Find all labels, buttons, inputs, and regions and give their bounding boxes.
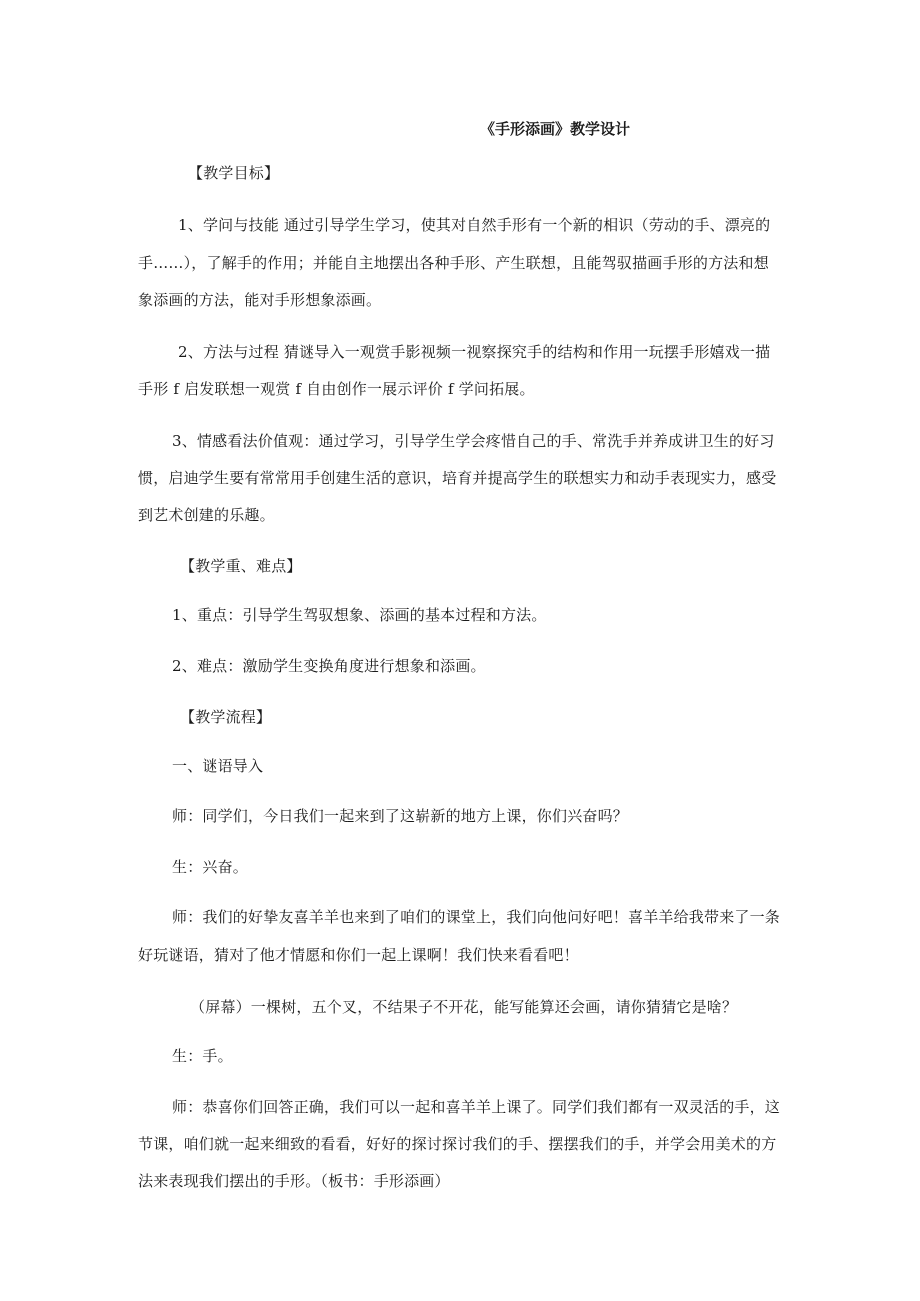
objective2-line1: 2、方法与过程 猜谜导入一观赏手影视频一视察探究手的结构和作用一玩摆手形嬉戏一描 xyxy=(178,343,771,361)
dialogue-teacher-2-line1: 师：我们的好挚友喜羊羊也来到了咱们的课堂上，我们向他问好吧！喜羊羊给我带来了一条 xyxy=(172,908,781,926)
objective3-line2: 惯，启迪学生要有常常用手创建生活的意识，培育并提高学生的联想实力和动手表现实力，感受 xyxy=(138,469,777,487)
dialogue-teacher-2-line2: 好玩谜语，猜对了他才情愿和你们一起上课啊！我们快来看看吧！ xyxy=(138,946,579,964)
dialogue-student-2: 生：手。 xyxy=(172,1047,233,1065)
dialogue-teacher-3-line1: 师：恭喜你们回答正确，我们可以一起和喜羊羊上课了。同学们我们都有一双灵活的手，这 xyxy=(172,1098,781,1116)
dialogue-student-1: 生：兴奋。 xyxy=(172,858,249,876)
objective1-line1: 1、学问与技能 通过引导学生学习，使其对自然手形有一个新的相识（劳动的手、漂亮的 xyxy=(178,216,771,234)
objective3-line3: 到艺术创建的乐趣。 xyxy=(138,506,275,524)
objective2-line2: 手形 f 启发联想一观赏 f 自由创作一展示评价 f 学问拓展。 xyxy=(138,380,535,398)
document-title: 《手形添画》教学设计 xyxy=(480,120,631,138)
keypoint2: 2、难点：激励学生变换角度进行想象和添画。 xyxy=(172,657,486,675)
keypoint1: 1、重点：引导学生驾驭想象、添画的基本过程和方法。 xyxy=(172,606,547,624)
keypoints-heading: 【教学重、难点】 xyxy=(180,557,302,575)
riddle-screen: （屏幕）一棵树，五个叉，不结果子不开花，能写能算还会画，请你猜猜它是啥？ xyxy=(190,998,738,1016)
objective1-line2: 手……），了解手的作用；并能自主地摆出各种手形、产生联想，且能驾驭描画手形的方法和想 xyxy=(138,254,769,272)
dialogue-teacher-3-line3: 法来表现我们摆出的手形。（板书：手形添画） xyxy=(138,1172,450,1190)
dialogue-teacher-1: 师：同学们，今日我们一起来到了这崭新的地方上课，你们兴奋吗？ xyxy=(172,807,629,825)
objective1-line3: 象添画的方法，能对手形想象添画。 xyxy=(138,291,382,309)
dialogue-teacher-3-line2: 节课，咱们就一起来细致的看看，好好的探讨探讨我们的手、摆摆我们的手，并学会用美术的方 xyxy=(138,1135,777,1153)
objective3-line1: 3、情感看法价值观：通过学习，引导学生学会疼惜自己的手、常洗手并养成讲卫生的好习 xyxy=(172,432,775,450)
step1-heading: 一、谜语导入 xyxy=(172,757,264,775)
process-heading: 【教学流程】 xyxy=(180,708,272,726)
objectives-heading: 【教学目标】 xyxy=(188,164,280,182)
